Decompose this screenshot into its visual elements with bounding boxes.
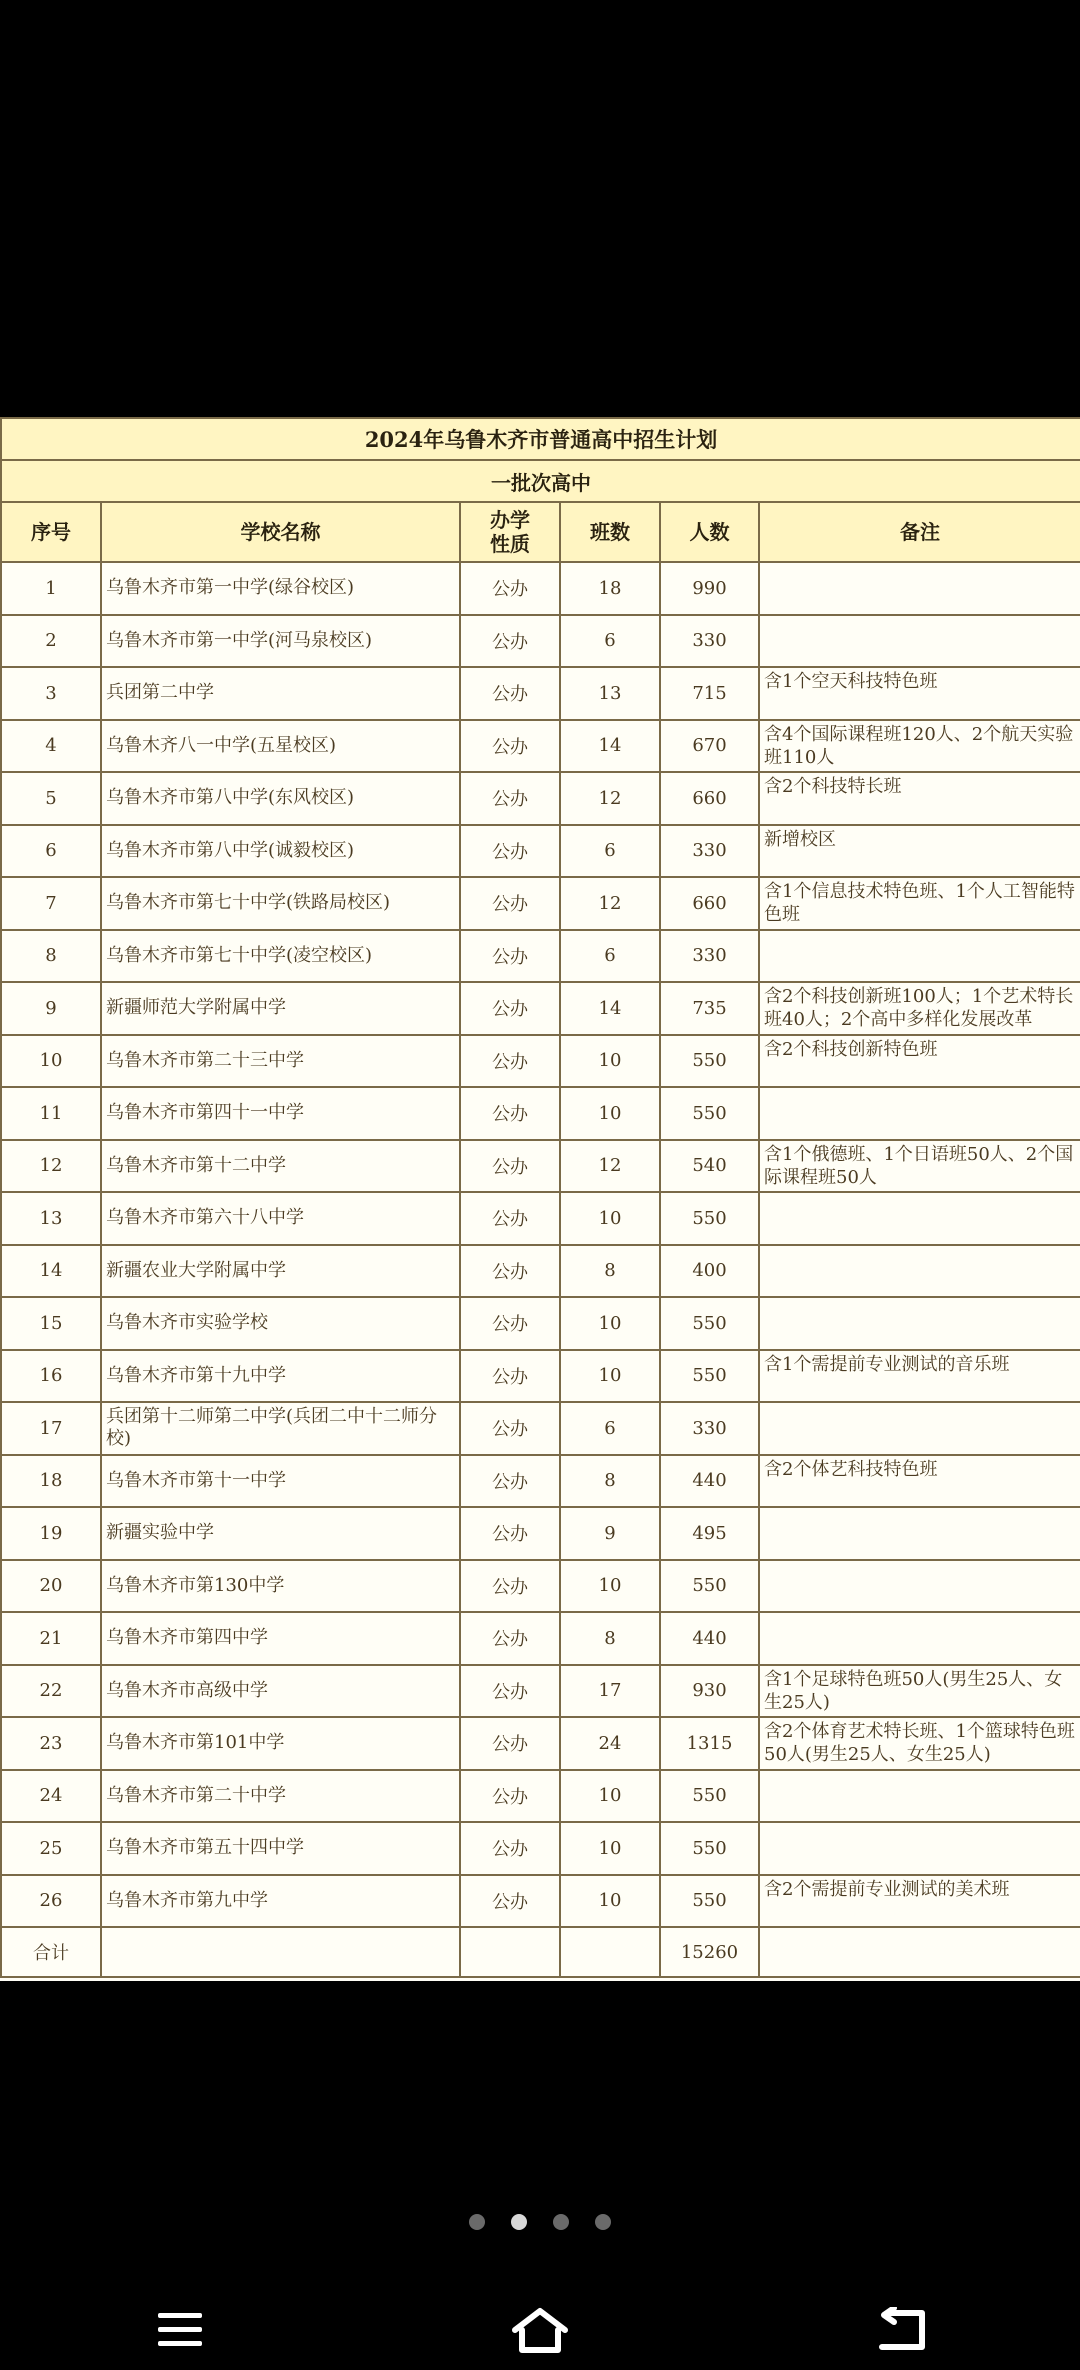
table-row [1, 1560, 1080, 1613]
row-nature: 公办 [460, 1245, 560, 1298]
row-notes: 新增校区 [759, 825, 1080, 878]
row-classes: 8 [560, 1612, 660, 1665]
table-row [1, 615, 1080, 668]
header-students: 人数 [660, 502, 759, 562]
row-nature: 公办 [460, 1822, 560, 1875]
row-classes: 17 [560, 1665, 660, 1718]
table-row [1, 1402, 1080, 1455]
row-seq: 21 [1, 1612, 101, 1665]
row-notes: 含1个俄德班、1个日语班50人、2个国际课程班50人 [759, 1140, 1080, 1193]
row-classes: 8 [560, 1455, 660, 1508]
total-empty-cell [560, 1927, 660, 1977]
row-notes: 含2个科技创新班100人；1个艺术特长班40人；2个高中多样化发展改革 [759, 982, 1080, 1035]
row-classes: 10 [560, 1297, 660, 1350]
row-classes: 6 [560, 1402, 660, 1455]
row-nature: 公办 [460, 1717, 560, 1770]
row-notes [759, 1507, 1080, 1560]
table-row [1, 1035, 1080, 1088]
row-seq: 8 [1, 930, 101, 983]
row-nature: 公办 [460, 772, 560, 825]
page-dot-active[interactable] [511, 2214, 527, 2230]
row-school-name: 新疆实验中学 [101, 1507, 460, 1560]
row-seq: 11 [1, 1087, 101, 1140]
row-notes: 含2个体育艺术特长班、1个篮球特色班50人(男生25人、女生25人) [759, 1717, 1080, 1770]
page-indicator [0, 2214, 1080, 2232]
row-notes [759, 1770, 1080, 1823]
row-school-name: 乌鲁木齐市第十九中学 [101, 1350, 460, 1403]
row-students: 715 [660, 667, 759, 720]
table-row [1, 1507, 1080, 1560]
total-students: 15260 [660, 1927, 759, 1977]
row-seq: 16 [1, 1350, 101, 1403]
header-nature: 办学性质 [460, 502, 560, 562]
row-seq: 15 [1, 1297, 101, 1350]
row-classes: 12 [560, 1140, 660, 1193]
table-row [1, 1665, 1080, 1718]
row-nature: 公办 [460, 877, 560, 930]
row-classes: 10 [560, 1035, 660, 1088]
row-seq: 3 [1, 667, 101, 720]
row-nature: 公办 [460, 667, 560, 720]
table-row [1, 877, 1080, 930]
enrollment-plan-image[interactable] [0, 417, 1080, 1981]
row-nature: 公办 [460, 720, 560, 773]
row-notes [759, 562, 1080, 615]
table-body [1, 562, 1080, 1927]
row-classes: 14 [560, 720, 660, 773]
row-students: 495 [660, 1507, 759, 1560]
row-students: 330 [660, 930, 759, 983]
menu-icon [156, 2310, 204, 2350]
row-seq: 18 [1, 1455, 101, 1508]
row-nature: 公办 [460, 1612, 560, 1665]
row-students: 550 [660, 1560, 759, 1613]
row-classes: 14 [560, 982, 660, 1035]
table-row [1, 1455, 1080, 1508]
row-nature: 公办 [460, 1035, 560, 1088]
row-seq: 24 [1, 1770, 101, 1823]
row-seq: 5 [1, 772, 101, 825]
menu-button[interactable] [135, 2295, 225, 2365]
row-school-name: 乌鲁木齐市第一中学(绿谷校区) [101, 562, 460, 615]
header-classes: 班数 [560, 502, 660, 562]
row-notes: 含2个科技创新特色班 [759, 1035, 1080, 1088]
row-notes [759, 1192, 1080, 1245]
row-nature: 公办 [460, 825, 560, 878]
total-label: 合计 [1, 1927, 101, 1977]
row-students: 540 [660, 1140, 759, 1193]
row-classes: 8 [560, 1245, 660, 1298]
row-notes: 含2个需提前专业测试的美术班 [759, 1875, 1080, 1928]
row-notes [759, 1402, 1080, 1455]
row-classes: 10 [560, 1875, 660, 1928]
table-row [1, 772, 1080, 825]
page-dot[interactable] [553, 2214, 569, 2230]
table-row [1, 562, 1080, 615]
total-row [1, 1927, 1080, 1977]
row-seq: 10 [1, 1035, 101, 1088]
row-school-name: 乌鲁木齐市第101中学 [101, 1717, 460, 1770]
row-students: 330 [660, 825, 759, 878]
row-classes: 6 [560, 615, 660, 668]
row-students: 930 [660, 1665, 759, 1718]
row-classes: 12 [560, 772, 660, 825]
table-title: 2024年乌鲁木齐市普通高中招生计划 [1, 418, 1080, 460]
row-school-name: 兵团第二中学 [101, 667, 460, 720]
row-students: 550 [660, 1770, 759, 1823]
row-nature: 公办 [460, 1507, 560, 1560]
table-row [1, 1875, 1080, 1928]
row-seq: 19 [1, 1507, 101, 1560]
row-school-name: 乌鲁木齐市第四中学 [101, 1612, 460, 1665]
row-students: 440 [660, 1455, 759, 1508]
table-title-row [1, 418, 1080, 460]
row-seq: 14 [1, 1245, 101, 1298]
row-classes: 13 [560, 667, 660, 720]
row-classes: 10 [560, 1350, 660, 1403]
row-seq: 26 [1, 1875, 101, 1928]
row-school-name: 乌鲁木齐市第130中学 [101, 1560, 460, 1613]
row-notes: 含4个国际课程班120人、2个航天实验班110人 [759, 720, 1080, 773]
row-seq: 13 [1, 1192, 101, 1245]
row-classes: 24 [560, 1717, 660, 1770]
row-students: 1315 [660, 1717, 759, 1770]
row-notes [759, 615, 1080, 668]
table-row [1, 720, 1080, 773]
row-students: 400 [660, 1245, 759, 1298]
row-school-name: 乌鲁木齐市第四十一中学 [101, 1087, 460, 1140]
row-classes: 10 [560, 1087, 660, 1140]
row-school-name: 乌鲁木齐市第七十中学(凌空校区) [101, 930, 460, 983]
row-notes: 含1个需提前专业测试的音乐班 [759, 1350, 1080, 1403]
row-nature: 公办 [460, 1087, 560, 1140]
row-nature: 公办 [460, 1192, 560, 1245]
row-school-name: 乌鲁木齐市第七十中学(铁路局校区) [101, 877, 460, 930]
row-seq: 17 [1, 1402, 101, 1455]
row-students: 735 [660, 982, 759, 1035]
enrollment-table [0, 417, 1080, 1978]
row-students: 440 [660, 1612, 759, 1665]
table-row [1, 667, 1080, 720]
table-row [1, 1717, 1080, 1770]
total-empty-cell [101, 1927, 460, 1977]
row-students: 550 [660, 1875, 759, 1928]
row-students: 670 [660, 720, 759, 773]
back-icon [872, 2307, 928, 2353]
row-notes: 含2个体艺科技特色班 [759, 1455, 1080, 1508]
table-row [1, 1297, 1080, 1350]
row-school-name: 新疆师范大学附属中学 [101, 982, 460, 1035]
row-nature: 公办 [460, 1297, 560, 1350]
row-students: 550 [660, 1087, 759, 1140]
table-row [1, 1087, 1080, 1140]
table-row [1, 1350, 1080, 1403]
row-school-name: 新疆农业大学附属中学 [101, 1245, 460, 1298]
table-row [1, 982, 1080, 1035]
row-school-name: 乌鲁木齐市第六十八中学 [101, 1192, 460, 1245]
row-classes: 6 [560, 930, 660, 983]
total-empty-cell [460, 1927, 560, 1977]
row-notes: 含1个足球特色班50人(男生25人、女生25人) [759, 1665, 1080, 1718]
row-school-name: 乌鲁木齐市第一中学(河马泉校区) [101, 615, 460, 668]
row-nature: 公办 [460, 1560, 560, 1613]
row-seq: 6 [1, 825, 101, 878]
home-icon [510, 2306, 570, 2354]
header-notes: 备注 [759, 502, 1080, 562]
table-subtitle: 一批次高中 [1, 460, 1080, 502]
table-subtitle-row [1, 460, 1080, 502]
row-seq: 9 [1, 982, 101, 1035]
row-notes [759, 930, 1080, 983]
row-school-name: 兵团第十二师第二中学(兵团二中十二师分校) [101, 1402, 460, 1455]
table-row [1, 1245, 1080, 1298]
row-school-name: 乌鲁木齐八一中学(五星校区) [101, 720, 460, 773]
row-nature: 公办 [460, 930, 560, 983]
row-nature: 公办 [460, 1770, 560, 1823]
row-seq: 20 [1, 1560, 101, 1613]
row-students: 330 [660, 1402, 759, 1455]
header-seq: 序号 [1, 502, 101, 562]
row-nature: 公办 [460, 1140, 560, 1193]
row-notes: 含2个科技特长班 [759, 772, 1080, 825]
row-seq: 12 [1, 1140, 101, 1193]
row-classes: 9 [560, 1507, 660, 1560]
table-header-row [1, 502, 1080, 562]
row-seq: 23 [1, 1717, 101, 1770]
table-row [1, 1140, 1080, 1193]
row-notes [759, 1822, 1080, 1875]
row-seq: 1 [1, 562, 101, 615]
row-students: 330 [660, 615, 759, 668]
row-nature: 公办 [460, 1875, 560, 1928]
row-nature: 公办 [460, 982, 560, 1035]
row-seq: 4 [1, 720, 101, 773]
row-school-name: 乌鲁木齐市高级中学 [101, 1665, 460, 1718]
row-seq: 7 [1, 877, 101, 930]
row-classes: 18 [560, 562, 660, 615]
table-row [1, 1192, 1080, 1245]
row-students: 550 [660, 1297, 759, 1350]
table-row [1, 930, 1080, 983]
row-school-name: 乌鲁木齐市第八中学(诚毅校区) [101, 825, 460, 878]
row-students: 550 [660, 1035, 759, 1088]
row-nature: 公办 [460, 1350, 560, 1403]
table-row [1, 1770, 1080, 1823]
row-notes [759, 1087, 1080, 1140]
row-nature: 公办 [460, 562, 560, 615]
row-notes [759, 1297, 1080, 1350]
table-row [1, 825, 1080, 878]
row-seq: 2 [1, 615, 101, 668]
row-school-name: 乌鲁木齐市实验学校 [101, 1297, 460, 1350]
row-students: 550 [660, 1350, 759, 1403]
row-seq: 22 [1, 1665, 101, 1718]
row-students: 660 [660, 772, 759, 825]
row-nature: 公办 [460, 1455, 560, 1508]
row-classes: 10 [560, 1822, 660, 1875]
row-classes: 10 [560, 1192, 660, 1245]
header-school: 学校名称 [101, 502, 460, 562]
row-nature: 公办 [460, 1665, 560, 1718]
row-notes [759, 1612, 1080, 1665]
row-school-name: 乌鲁木齐市第二十三中学 [101, 1035, 460, 1088]
row-school-name: 乌鲁木齐市第八中学(东风校区) [101, 772, 460, 825]
row-classes: 6 [560, 825, 660, 878]
row-classes: 12 [560, 877, 660, 930]
row-school-name: 乌鲁木齐市第五十四中学 [101, 1822, 460, 1875]
row-classes: 10 [560, 1770, 660, 1823]
back-button[interactable] [855, 2295, 945, 2365]
row-nature: 公办 [460, 615, 560, 668]
row-notes [759, 1245, 1080, 1298]
row-classes: 10 [560, 1560, 660, 1613]
row-seq: 25 [1, 1822, 101, 1875]
row-school-name: 乌鲁木齐市第九中学 [101, 1875, 460, 1928]
row-notes: 含1个信息技术特色班、1个人工智能特色班 [759, 877, 1080, 930]
page-dot[interactable] [595, 2214, 611, 2230]
row-students: 660 [660, 877, 759, 930]
row-students: 990 [660, 562, 759, 615]
row-students: 550 [660, 1192, 759, 1245]
system-nav-bar [0, 2290, 1080, 2370]
row-school-name: 乌鲁木齐市第十一中学 [101, 1455, 460, 1508]
total-empty-cell [759, 1927, 1080, 1977]
row-school-name: 乌鲁木齐市第二十中学 [101, 1770, 460, 1823]
home-button[interactable] [495, 2295, 585, 2365]
row-notes [759, 1560, 1080, 1613]
row-nature: 公办 [460, 1402, 560, 1455]
row-school-name: 乌鲁木齐市第十二中学 [101, 1140, 460, 1193]
table-row [1, 1612, 1080, 1665]
page-dot[interactable] [469, 2214, 485, 2230]
row-notes: 含1个空天科技特色班 [759, 667, 1080, 720]
table-row [1, 1822, 1080, 1875]
row-students: 550 [660, 1822, 759, 1875]
